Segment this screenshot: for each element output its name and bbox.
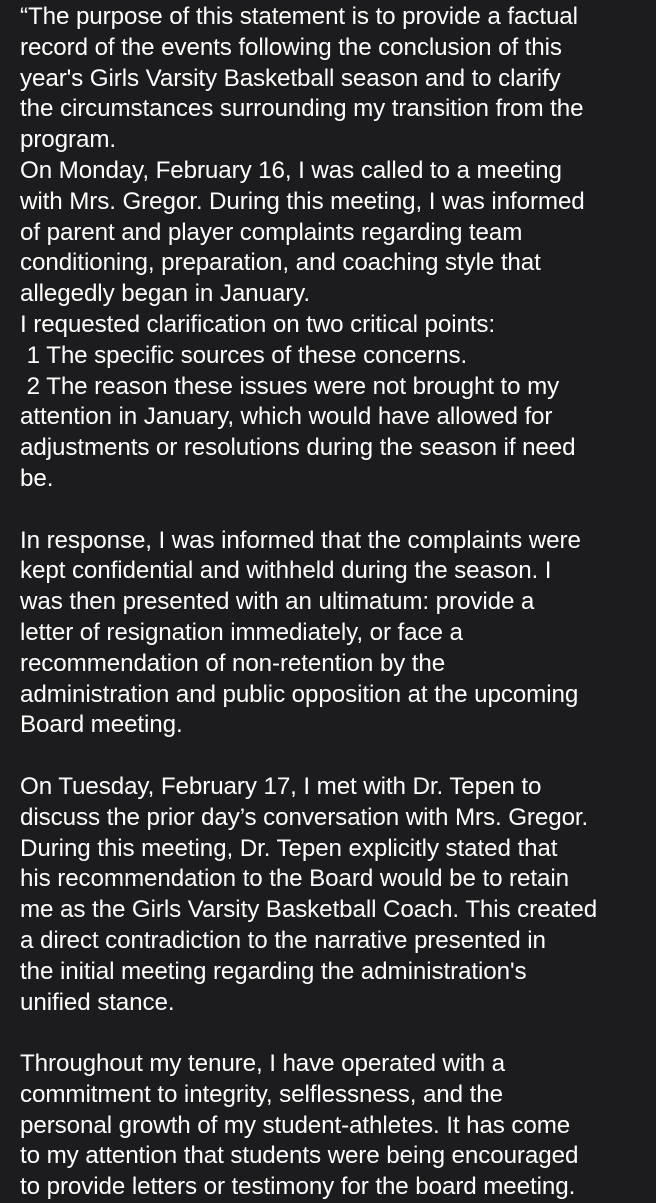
text-line: kept confidential and withheld during the season. I: [20, 557, 552, 585]
text-line: was then presented with an ultimatum: provide a: [20, 588, 535, 616]
text-line: a direct contradiction to the narrative presented in: [20, 926, 546, 954]
text-line: attention in January, which would have allowed for: [20, 403, 553, 431]
text-line: administration and public opposition at the upcoming: [20, 680, 579, 708]
text-line: the initial meeting regarding the administration's: [20, 957, 527, 985]
text-line: On Tuesday, February 17, I met with Dr. Tepen to: [20, 772, 542, 800]
text-line: conditioning, preparation, and coaching style that: [20, 249, 541, 277]
text-line: to provide letters or testimony for the board meeting.: [20, 1173, 576, 1201]
blank-line: [20, 741, 636, 772]
text-line: Board meeting.: [20, 711, 183, 739]
text-line: be.: [20, 464, 54, 492]
text-line: to my attention that students were being encouraged: [20, 1142, 579, 1170]
text-line: letter of resignation immediately, or face a: [20, 618, 463, 646]
text-line: the circumstances surrounding my transition from the: [20, 95, 584, 123]
text-line: In response, I was informed that the complaints were: [20, 526, 581, 554]
blank-line: [20, 1018, 636, 1049]
text-line: of parent and player complaints regarding team: [20, 218, 523, 246]
text-line: During this meeting, Dr. Tepen explicitly stated that: [20, 834, 558, 862]
text-line: commitment to integrity, selflessness, and the: [20, 1080, 503, 1108]
text-line: adjustments or resolutions during the season if need: [20, 434, 576, 462]
text-line: program.: [20, 126, 116, 154]
text-line: with Mrs. Gregor. During this meeting, I was informed: [20, 187, 585, 215]
text-line: allegedly began in January.: [20, 280, 310, 308]
blank-line: [20, 495, 636, 526]
text-line: me as the Girls Varsity Basketball Coach. This created: [20, 896, 598, 924]
text-line: 1 The specific sources of these concerns.: [20, 341, 468, 369]
text-line: On Monday, February 16, I was called to a meeting: [20, 156, 562, 184]
text-line: his recommendation to the Board would be to retain: [20, 865, 569, 893]
text-line: Throughout my tenure, I have operated with a: [20, 1050, 506, 1078]
text-line: I requested clarification on two critical points:: [20, 310, 496, 338]
text-line: 2 The reason these issues were not brought to my: [20, 372, 560, 400]
text-line: unified stance.: [20, 988, 175, 1016]
text-line: year's Girls Varsity Basketball season and to clarify: [20, 64, 561, 92]
text-line: recommendation of non-retention by the: [20, 649, 446, 677]
text-line: record of the events following the conclusion of this: [20, 33, 562, 61]
text-line: personal growth of my student-athletes. It has come: [20, 1111, 571, 1139]
text-line: “The purpose of this statement is to provide a factual: [20, 3, 578, 30]
text-line: discuss the prior day’s conversation with Mrs. Gregor.: [20, 803, 589, 831]
